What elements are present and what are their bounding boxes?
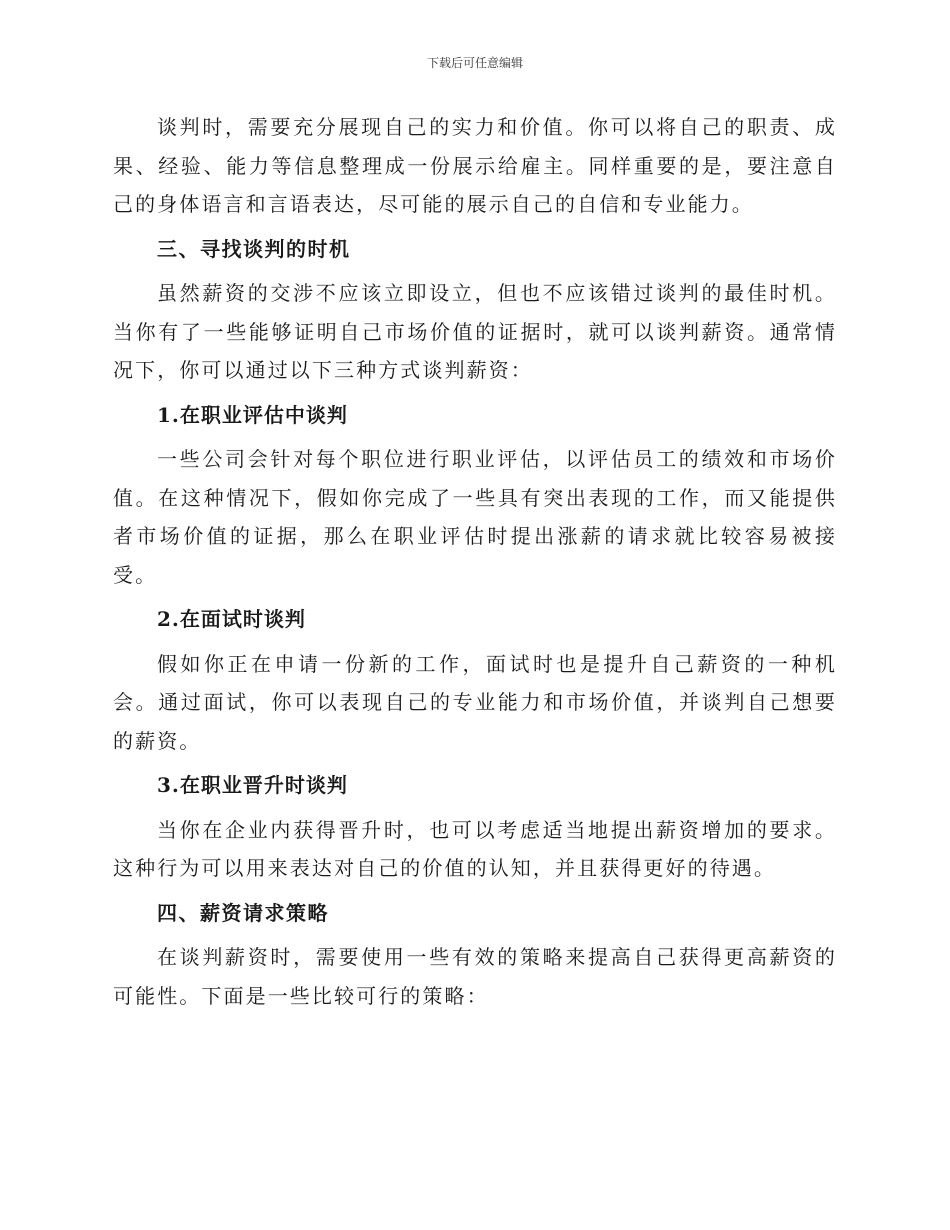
- section-heading: 四、薪资请求策略: [157, 900, 329, 925]
- paragraph: 谈判时，需要充分展现自己的实力和价值。你可以将自己的职责、成果、经验、能力等信息整理成一份展示给雇主。同样重要的是，要注意自己的身体语言和言语表达，尽可能的展示自己的自信和专业能力。: [113, 115, 837, 216]
- paragraph: 一些公司会针对每个职位进行职业评估，以评估员工的绩效和市场价值。在这种情况下，假如你完成了一些具有突出表现的工作，而又能提供者市场价值的证据，那么在职业评估时提出涨薪的请求就比较容易被接受。: [113, 447, 837, 587]
- section-heading: 三、寻找谈判的时机: [157, 236, 351, 261]
- paragraph: 假如你正在申请一份新的工作，面试时也是提升自己薪资的一种机会。通过面试，你可以表现自己的专业能力和市场价值，并谈判自己想要的薪资。: [113, 651, 837, 753]
- subsection-heading: 3.在职业晋升时谈判: [157, 773, 348, 797]
- document-body: [113, 108, 837, 1015]
- paragraph: 在谈判薪资时，需要使用一些有效的策略来提高自己获得更高薪资的可能性。下面是一些比较可行的策略：: [113, 945, 837, 1008]
- paragraph: 虽然薪资的交涉不应该立即设立，但也不应该错过谈判的最佳时机。当你有了一些能够证明自己市场价值的证据时，就可以谈判薪资。通常情况下，你可以通过以下三种方式谈判薪资：: [113, 281, 837, 382]
- paragraph: 当你在企业内获得晋升时，也可以考虑适当地提出薪资增加的要求。这种行为可以用来表达对自己的价值的认知，并且获得更好的待遇。: [113, 817, 837, 880]
- subsection-heading: 1.在职业评估中谈判: [157, 402, 348, 427]
- page-header: 下载后可任意编辑: [426, 56, 523, 70]
- subsection-heading: 2.在面试时谈判: [157, 607, 306, 631]
